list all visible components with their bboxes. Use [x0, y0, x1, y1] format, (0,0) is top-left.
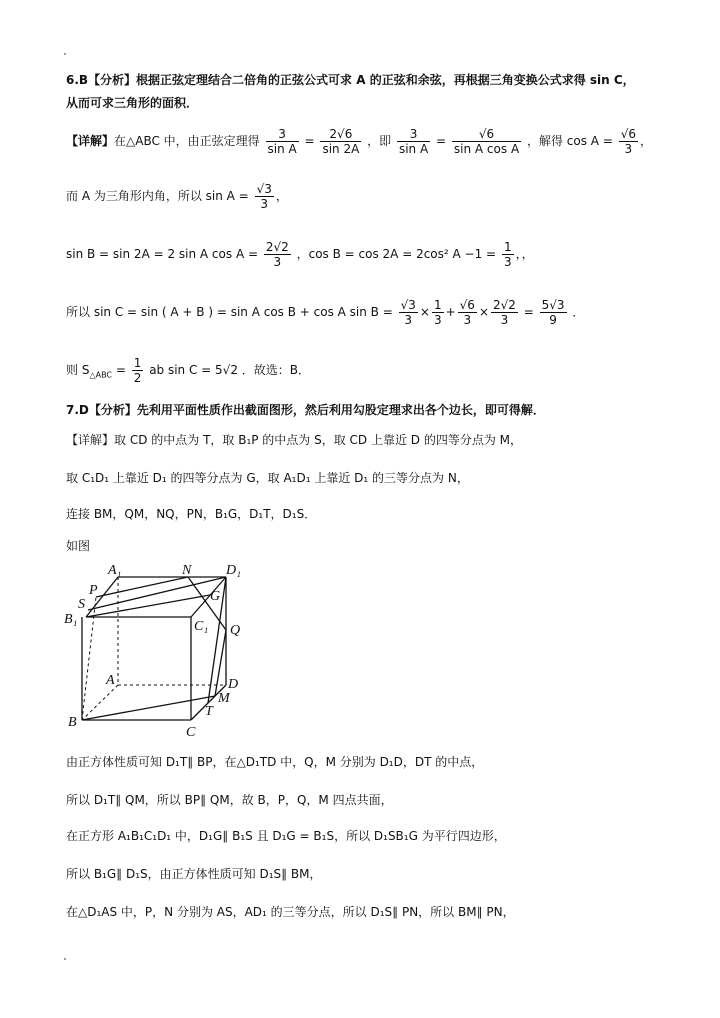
label-Q: Q: [230, 623, 241, 638]
q7-line6: 所以 D₁T∥ QM，所以 BP∥ QM，故 B，P，Q，M 四点共面，: [66, 793, 393, 807]
label-M: M: [218, 691, 230, 706]
detail-tag: 【详解】: [66, 134, 115, 148]
q7-figure-caption: 如图: [66, 539, 91, 553]
fraction: $\frac{5√3}{9}$: [541, 298, 565, 327]
fraction: $\frac{3}{\text{sin A}}$: [267, 127, 297, 156]
q7-line5: 由正方体性质可知 D₁T∥ BP，在△D₁TD 中，Q，M 分别为 D₁D，DT 的中点，: [66, 755, 484, 769]
fraction: $\frac{1}{3}$: [433, 298, 442, 327]
fraction: $\frac{3}{\text{sin A}}$: [398, 127, 429, 156]
q6-detail-line1: 【详解】在△ABC 中，由正弦定理得 $\frac{3}{\text{sin A}}$ = $\frac{2√6}{\sin 2A}$ ，即 $\frac{3}{\text{sin A}}$ = $\frac{√6}{\text{sin A cos A}}$ ，解得 cos A = $\frac{√6}{3}$ ，: [66, 127, 653, 156]
q6-detail-line4: 所以 sin C = sin ( A + B ) = sin A cos B + cos A sin B = $\frac{√3}{3}$ × $\frac{1}{3}$ + $\frac{√6}{3}$ × $\frac{2√2}{3}$ = $\frac{5√3}{9}$ ．: [66, 298, 585, 327]
label-N: N: [182, 563, 192, 578]
label-T: T: [205, 704, 213, 719]
q7-line9: 在△D₁AS 中，P，N 分别为 AS，AD₁ 的三等分点，所以 D₁S∥ PN，所以 BM∥ PN，: [66, 905, 515, 919]
corner-mark: [64, 53, 66, 55]
label-P: P: [89, 583, 98, 598]
label-C: C: [186, 725, 196, 740]
fraction: $\frac{√3}{3}$: [256, 182, 272, 211]
corner-mark: [64, 958, 66, 960]
label-D1: D₁: [226, 563, 241, 578]
fraction: $\frac{2√2}{3}$: [265, 240, 289, 269]
fraction: $\frac{√6}{\text{sin A cos A}}$: [453, 127, 520, 156]
q6-detail-line3: sin B = sin 2A = 2 sin A cos A = $\frac{2√2}{3}$ ，cos B = cos 2A = 2cos² A −1 = $\frac{1}{3}$ ，，: [66, 240, 534, 269]
q6-analysis-line1: 6.B【分析】根据正弦定理结合二倍角的正弦公式可求 A 的正弦和余弦，再根据三角变换公式求得 sin C，: [66, 73, 635, 87]
q7-line8: 所以 B₁G∥ D₁S，由正方体性质可知 D₁S∥ BM，: [66, 867, 322, 881]
q7-analysis: 7.D【分析】先利用平面性质作出截面图形，然后利用勾股定理求出各个边长，即可得解．: [66, 403, 545, 417]
q6-detail-line5: 则 $S_{\triangle ABC}$ = $\frac{1}{2}$ ab sin C = 5√2 ．故选：B．: [66, 356, 311, 385]
fraction: $\frac{√3}{3}$: [400, 298, 416, 327]
q6-analysis-line2: 从而可求三角形的面积．: [66, 96, 199, 110]
label-D: D: [228, 677, 239, 692]
cube-figure: [60, 560, 260, 740]
fraction: $\frac{√6}{3}$: [620, 127, 636, 156]
label-B1: B₁: [64, 612, 78, 627]
q7-line1: 【详解】取 CD 的中点为 T，取 B₁P 的中点为 S，取 CD 上靠近 D 的四等分点为 M，: [66, 433, 523, 447]
label-G: G: [210, 589, 221, 604]
q6-detail-line2: 而 A 为三角形内角，所以 sin A = $\frac{√3}{3}$ ，: [66, 182, 288, 211]
fraction: $\frac{2√6}{\sin 2A}$: [322, 127, 360, 156]
fraction: $\frac{1}{3}$: [503, 240, 512, 269]
fraction: $\frac{√6}{3}$: [459, 298, 475, 327]
q7-line7: 在正方形 A₁B₁C₁D₁ 中，D₁G∥ B₁S 且 D₁G = B₁S，所以 D₁SB₁G 为平行四边形，: [66, 829, 506, 843]
label-A: A: [106, 673, 115, 688]
label-S: S: [78, 597, 85, 612]
q7-line3: 连接 BM，QM，NQ，PN，B₁G，D₁T，D₁S．: [66, 507, 317, 521]
label-C1: C₁: [194, 619, 209, 634]
q7-line2: 取 C₁D₁ 上靠近 D₁ 的四等分点为 G，取 A₁D₁ 上靠近 D₁ 的三等分点为 N，: [66, 471, 469, 485]
fraction: $\frac{2√2}{3}$: [493, 298, 516, 327]
label-A1: A₁: [108, 563, 122, 578]
label-B: B: [68, 715, 77, 730]
fraction: $\frac{1}{2}$: [133, 356, 142, 385]
